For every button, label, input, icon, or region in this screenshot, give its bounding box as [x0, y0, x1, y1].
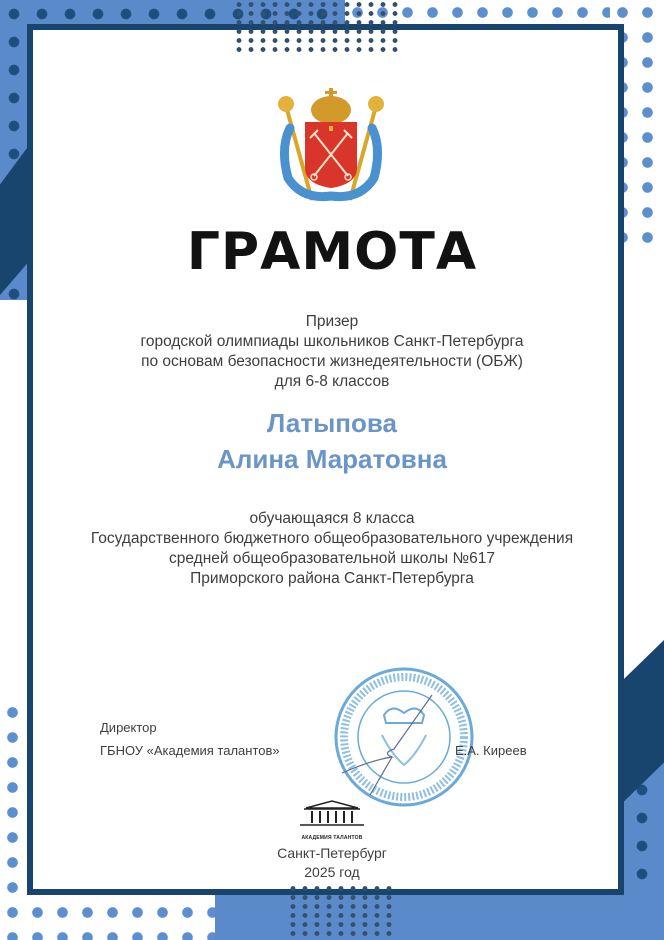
academy-logo: [298, 800, 366, 841]
footer-year: 2025 год: [304, 864, 360, 880]
award-line: по основам безопасности жизнедеятельности (ОБЖ): [141, 353, 523, 370]
signer-name: Е.А. Киреев: [455, 743, 527, 758]
recipient-surname: Латыпова: [267, 408, 397, 438]
academy-logo-caption: АКАДЕМИЯ ТАЛАНТОВ: [301, 835, 363, 841]
academy-building-icon: [298, 800, 366, 828]
award-status: Призер: [305, 313, 359, 330]
background-bottom-blue-band: [215, 890, 664, 940]
award-line: для 6-8 классов: [274, 373, 390, 390]
school-line: Государственного бюджетного общеобразовательного учреждения: [90, 530, 574, 547]
signature-organization: ГБНОУ «Академия талантов»: [100, 743, 280, 758]
coat-of-arms-icon: [272, 88, 390, 208]
top-dot-pattern: [233, 0, 401, 56]
award-block: [0, 312, 664, 392]
school-line: средней общеобразовательной школы №617: [169, 550, 495, 567]
signature-position: Директор: [100, 720, 157, 735]
recipient-given-names: Алина Маратовна: [217, 444, 447, 474]
school-block: [0, 509, 664, 589]
page-title: ГРАМОТА: [186, 222, 478, 282]
school-line: обучающаяся 8 класса: [249, 510, 415, 527]
official-stamp-icon: [332, 665, 477, 810]
bottom-dot-pattern: [287, 884, 395, 940]
footer-city: Санкт-Петербург: [277, 845, 387, 861]
recipient-name: [0, 405, 664, 477]
footer-block: [0, 844, 664, 882]
award-line: городской олимпиады школьников Санкт-Петербурга: [140, 333, 524, 350]
school-line: Приморского района Санкт-Петербурга: [190, 570, 474, 587]
